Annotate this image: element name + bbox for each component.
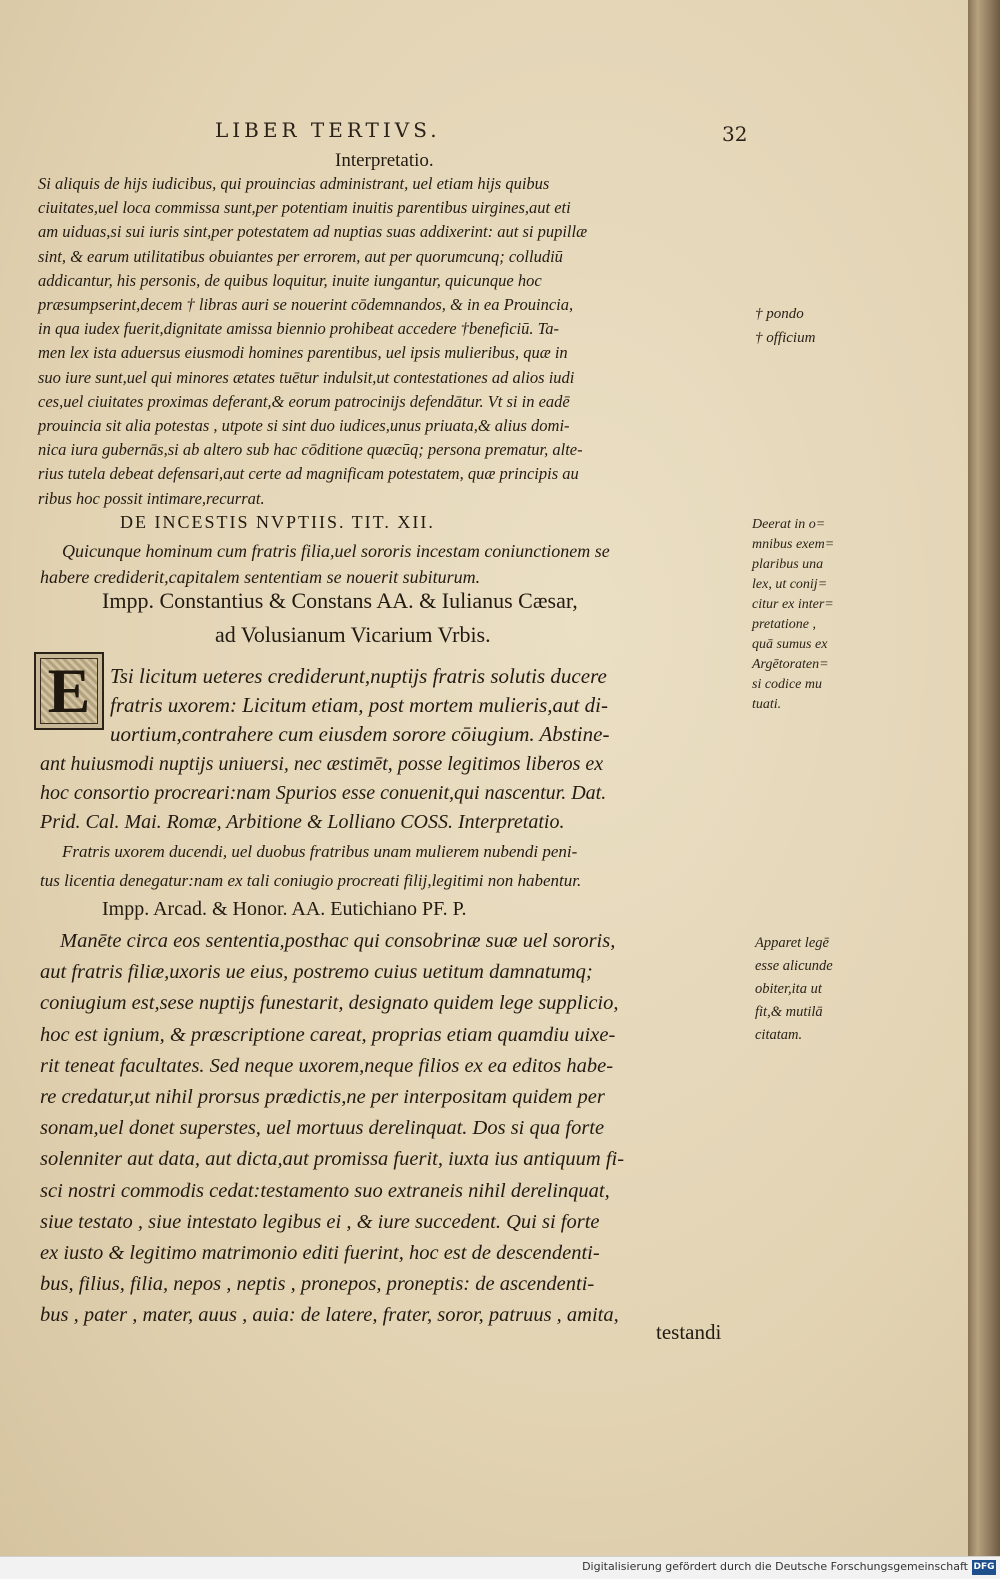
text-line: in qua iudex fuerit,dignitate amissa biennio prohibeat accedere †beneficiū. Ta- — [38, 319, 560, 339]
text-line: ex iusto & legitimo matrimonio editi fuerint, hoc est de descendenti- — [40, 1242, 600, 1265]
text-line: am uiduas,si sui iuris sint,per potestatem ad nuptias suas addixerint: aut si pupillæ — [38, 222, 588, 242]
footer-bar — [0, 1556, 1000, 1579]
text-line: aut fratris filiæ,uxoris ue eius, postremo cuius uetitum damnatumq; — [40, 961, 593, 984]
text-line: solenniter aut data, aut dicta,aut promissa fuerit, iuxta ius antiquum fi- — [40, 1148, 625, 1171]
page-number: 32 — [722, 122, 748, 146]
text-line: sci nostri commodis cedat:testamento suo extraneis nihil derelinquat, — [40, 1179, 610, 1202]
text-line: bus, filius, filia, nepos , neptis , pronepos, proneptis: de ascendenti- — [40, 1273, 595, 1296]
text-line: tus licentia denegatur:nam ex tali coniugio procreati filij,legitimi non habentur. — [40, 871, 582, 890]
margin-line: si codice mu — [752, 677, 822, 692]
text-line: Si aliquis de hijs iudicibus, qui prouincias administrant, uel etiam hijs quibus — [38, 174, 550, 193]
paragraph-constantius-indented — [110, 662, 609, 749]
margin-line: Deerat in o= — [752, 517, 826, 532]
text-line: hoc consortio procreari:nam Spurios esse conuenit,qui nascentur. Dat. — [40, 782, 607, 804]
impp-heading-1: Impp. Constantius & Constans AA. & Iulianus Cæsar, — [102, 588, 578, 613]
text-line: sint, & earum utilitatibus obuiantes per errorem, aut per quorumcunq; colludiū — [38, 246, 563, 266]
text-line: Fratris uxorem ducendi, uel duobus fratribus unam mulierem nubendi peni- — [62, 842, 578, 861]
margin-line: † officium — [755, 330, 816, 346]
margin-line: citatam. — [755, 1027, 803, 1043]
text-line: addicantur, his personis, de quibus loquitur, inuite iungantur, quicunque hoc — [38, 270, 542, 290]
text-line: Manēte circa eos sententia,posthac qui consobrinæ suæ uel sororis, — [60, 930, 616, 952]
text-line: ant huiusmodi nuptijs uniuersi, nec æstimēt, posse legitimos liberos ex — [40, 753, 604, 775]
text-line: suo iure sunt,uel qui minores ætates tuētur indulsit,ut contestationes ad alios iudi — [38, 367, 575, 387]
margin-line: Argētoraten= — [752, 657, 829, 672]
margin-line: Apparet legē — [755, 935, 829, 951]
text-line: re credatur,ut nihil prorsus prædictis,ne per interpositam quidem per — [40, 1086, 605, 1109]
catchword: testandi — [656, 1320, 722, 1344]
book-spine-edge — [968, 0, 1000, 1556]
margin-note-deerat — [752, 515, 834, 715]
margin-line: fit,& mutilā — [755, 1004, 823, 1020]
margin-note-pondo — [755, 302, 815, 350]
dfg-logo-icon: DFG — [972, 1560, 996, 1575]
margin-line: lex, ut conij= — [752, 577, 828, 592]
margin-line: tuati. — [752, 697, 782, 712]
text-line: bus , pater , mater, auus , auia: de latere, frater, soror, patruus , amita, — [40, 1304, 619, 1327]
text-line: coniugium est,sese nuptijs funestarit, designato quidem lege supplicio, — [40, 992, 619, 1015]
margin-note-apparet — [755, 932, 833, 1047]
text-line: fratris uxorem: Licitum etiam, post mortem mulieris,aut di- — [110, 693, 608, 717]
text-line: prouincia sit alia potestas , utpote si sint duo iudices,unus priuata,& alius domi- — [38, 416, 570, 436]
paragraph-arcad — [40, 926, 624, 1332]
running-head: LIBER TERTIVS. — [215, 118, 441, 142]
text-line: uortium,contrahere cum eiusdem sorore cōiugium. Abstine- — [110, 722, 610, 746]
margin-line: plaribus una — [752, 557, 824, 572]
text-line: sonam,uel donet superstes, uel mortuus derelinquat. Dos si qua forte — [40, 1117, 605, 1140]
impp-heading-1-line2: ad Volusianum Vicarium Vrbis. — [215, 622, 491, 647]
paragraph-interpretatio — [38, 172, 758, 511]
text-line: præsumpserint,decem † libras auri se nouerint cōdemnandos, & in ea Prouincia, — [38, 295, 574, 315]
text-line: siue testato , siue intestato legibus ei , & iure succedent. Qui si forte — [40, 1210, 600, 1233]
paragraph-lex — [40, 538, 610, 590]
text-line: ces,uel ciuitates proximas deferant,& eorum patrocinijs defendātur. Vt si in eadē — [38, 391, 570, 411]
text-line: Prid. Cal. Mai. Romæ, Arbitione & Lolliano COSS. Interpretatio. — [40, 811, 565, 833]
margin-line: † pondo — [755, 306, 804, 322]
interpretatio-heading: Interpretatio. — [335, 150, 434, 171]
margin-line: obiter,ita ut — [755, 981, 822, 997]
impp-heading-2: Impp. Arcad. & Honor. AA. Eutichiano PF. P. — [102, 898, 467, 920]
text-line: hoc est ignium, & præscriptione careat, proprias etiam quamdiu uixe- — [40, 1023, 616, 1046]
initial-letter: E — [47, 655, 91, 726]
text-line: men lex ista aduersus eiusmodi homines parentibus, uel ipsis mulieribus, quæ in — [38, 343, 568, 363]
text-line: Quicunque hominum cum fratris filia,uel sororis incestam coniunctionem se — [62, 541, 610, 561]
text-line: rius tutela debeat defensari,aut certe ad magnificam potestatem, quæ principis au — [38, 464, 579, 484]
text-line: rit teneat facultates. Sed neque uxorem,neque filios ex ea editos habe- — [40, 1054, 614, 1077]
text-line: ciuitates,uel loca commissa sunt,per potentiam inuitis parentibus uirgines,aut eti — [38, 198, 571, 218]
footer-credit: Digitalisierung gefördert durch die Deutsche Forschungsgemeinschaft — [582, 1560, 968, 1573]
margin-line: quā sumus ex — [752, 637, 828, 652]
decorated-initial — [34, 652, 104, 730]
title-heading: DE INCESTIS NVPTIIS. TIT. XII. — [120, 512, 435, 532]
margin-line: citur ex inter= — [752, 597, 834, 612]
margin-line: mnibus exem= — [752, 537, 835, 552]
paragraph-constantius — [40, 750, 606, 895]
text-line: ribus hoc possit intimare,recurrat. — [38, 488, 265, 508]
text-line: Tsi licitum ueteres crediderunt,nuptijs fratris solutis ducere — [110, 664, 607, 688]
text-line: habere crediderit,capitalem sententiam se nouerit subiturum. — [40, 567, 481, 587]
margin-line: pretatione , — [752, 617, 817, 632]
margin-line: esse alicunde — [755, 958, 833, 974]
text-line: nica iura gubernās,si ab altero sub hac cōditione quæcūq; persona prematur, alte- — [38, 440, 583, 460]
